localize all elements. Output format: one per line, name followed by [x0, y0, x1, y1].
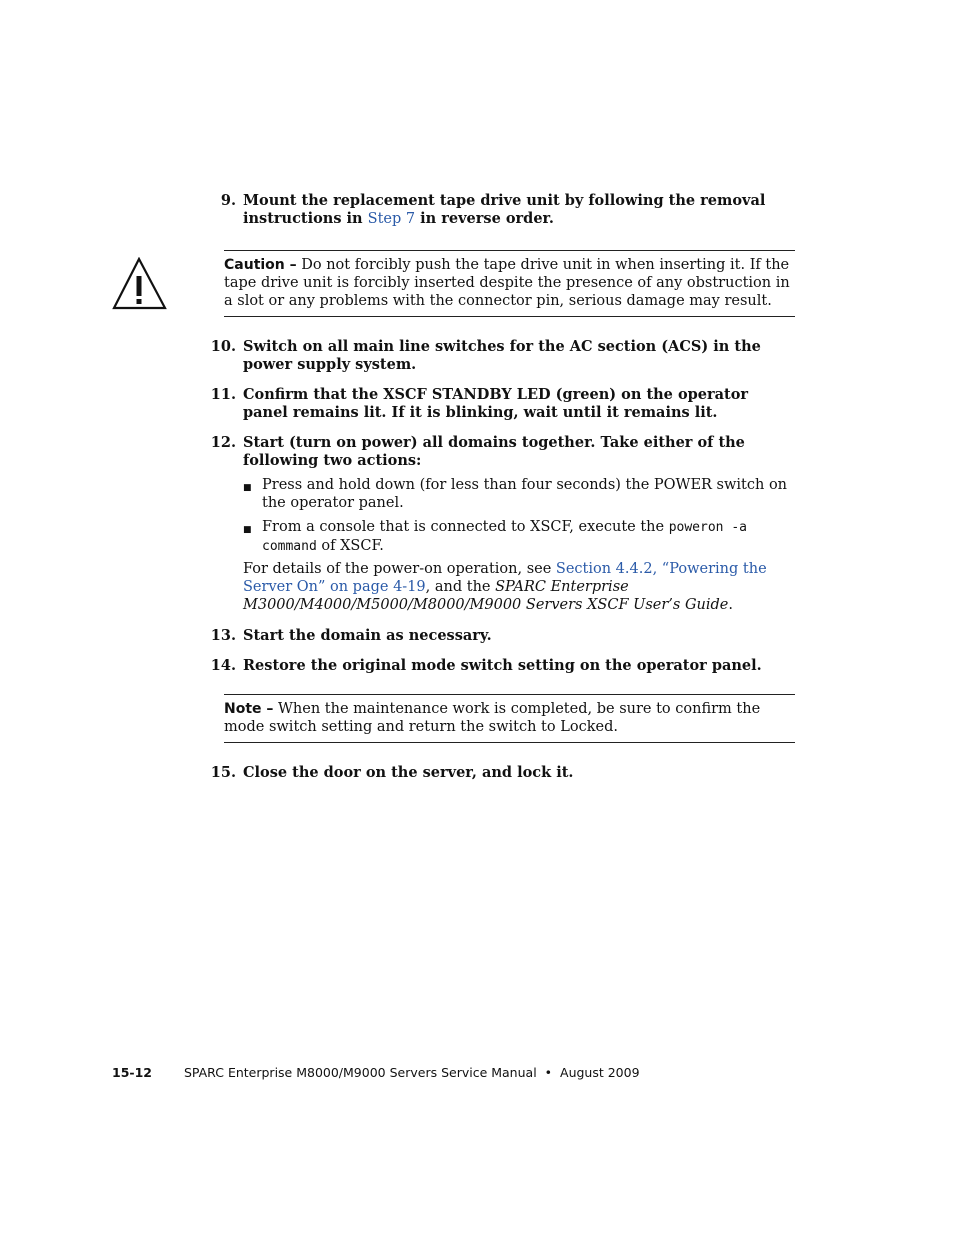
details-paragraph	[243, 560, 795, 614]
bullet-2-text-a: From a console that is connected to XSCF, execute the	[262, 519, 669, 535]
step-13-text: Start the domain as necessary.	[243, 627, 492, 644]
caution-box	[224, 256, 795, 310]
step-14-number: 14.	[210, 657, 236, 674]
warning-triangle-icon	[112, 257, 168, 311]
manual-title: SPARC Enterprise M8000/M9000 Servers Service Manual	[183, 1065, 537, 1080]
step-12-text: Start (turn on power) all domains together. Take either of the following two actions:	[243, 434, 745, 469]
bullet-square-icon: ■	[243, 483, 252, 493]
step-14-text: Restore the original mode switch setting on the operator panel.	[243, 657, 762, 674]
caution-text: Do not forcibly push the tape drive unit in when inserting it. If the tape drive unit is forcibly inserted despite the presence of any obstruction in a slot or any problems with the connector pin, serious damage may result.	[224, 257, 790, 309]
step-9-text-a: Mount the replacement tape drive unit by following the removal instructions in	[243, 192, 766, 227]
note-bottom-rule	[224, 742, 795, 743]
note-text: When the maintenance work is completed, be sure to confirm the mode switch setting and return the switch to Locked.	[224, 701, 761, 735]
note-box	[224, 700, 795, 736]
note-top-rule	[224, 694, 795, 695]
publication-date: August 2009	[560, 1065, 640, 1080]
bullet-poweron-command	[262, 518, 795, 556]
step-12-number: 12.	[210, 434, 236, 451]
details-suffix: .	[728, 597, 733, 613]
step-15-text: Close the door on the server, and lock it.	[243, 764, 574, 781]
note-label: Note –	[224, 701, 274, 717]
details-prefix: For details of the power-on operation, see	[243, 561, 556, 577]
xscf-user-guide-title: SPARC Enterprise M3000/M4000/M5000/M8000/M9000 Servers XSCF User’s Guide	[243, 579, 729, 613]
page-footer	[112, 1064, 812, 1082]
section-4-4-2-link[interactable]: Section 4.4.2, “Powering the Server On” on page 4-19	[243, 561, 767, 595]
caution-bottom-rule	[224, 316, 795, 317]
step-7-link[interactable]: Step 7	[367, 211, 416, 227]
step-9-text-b: in reverse order.	[415, 210, 554, 227]
caution-label: Caution –	[224, 257, 297, 273]
step-10-number: 10.	[210, 338, 236, 355]
caution-top-rule	[224, 250, 795, 251]
details-middle: , and the	[425, 579, 496, 595]
poweron-command-code: poweron -a command	[262, 520, 747, 554]
step-15-number: 15.	[210, 764, 236, 781]
bullet-square-icon: ■	[243, 525, 252, 535]
step-11-number: 11.	[210, 386, 236, 403]
step-11-text: Confirm that the XSCF STANDBY LED (green) on the operator panel remains lit. If it is blinking, wait until it remains lit.	[243, 386, 749, 421]
step-9-number: 9.	[220, 192, 236, 209]
step-10-text: Switch on all main line switches for the AC section (ACS) in the power supply system.	[243, 338, 761, 373]
bullet-2-text-b: of XSCF.	[316, 538, 384, 554]
page-number: 15-12	[112, 1065, 152, 1080]
bullet-power-switch: Press and hold down (for less than four seconds) the POWER switch on the operator panel.	[262, 477, 788, 511]
step-13-number: 13.	[210, 627, 236, 644]
step-9-text	[243, 192, 795, 228]
footer-separator: •	[544, 1065, 553, 1080]
